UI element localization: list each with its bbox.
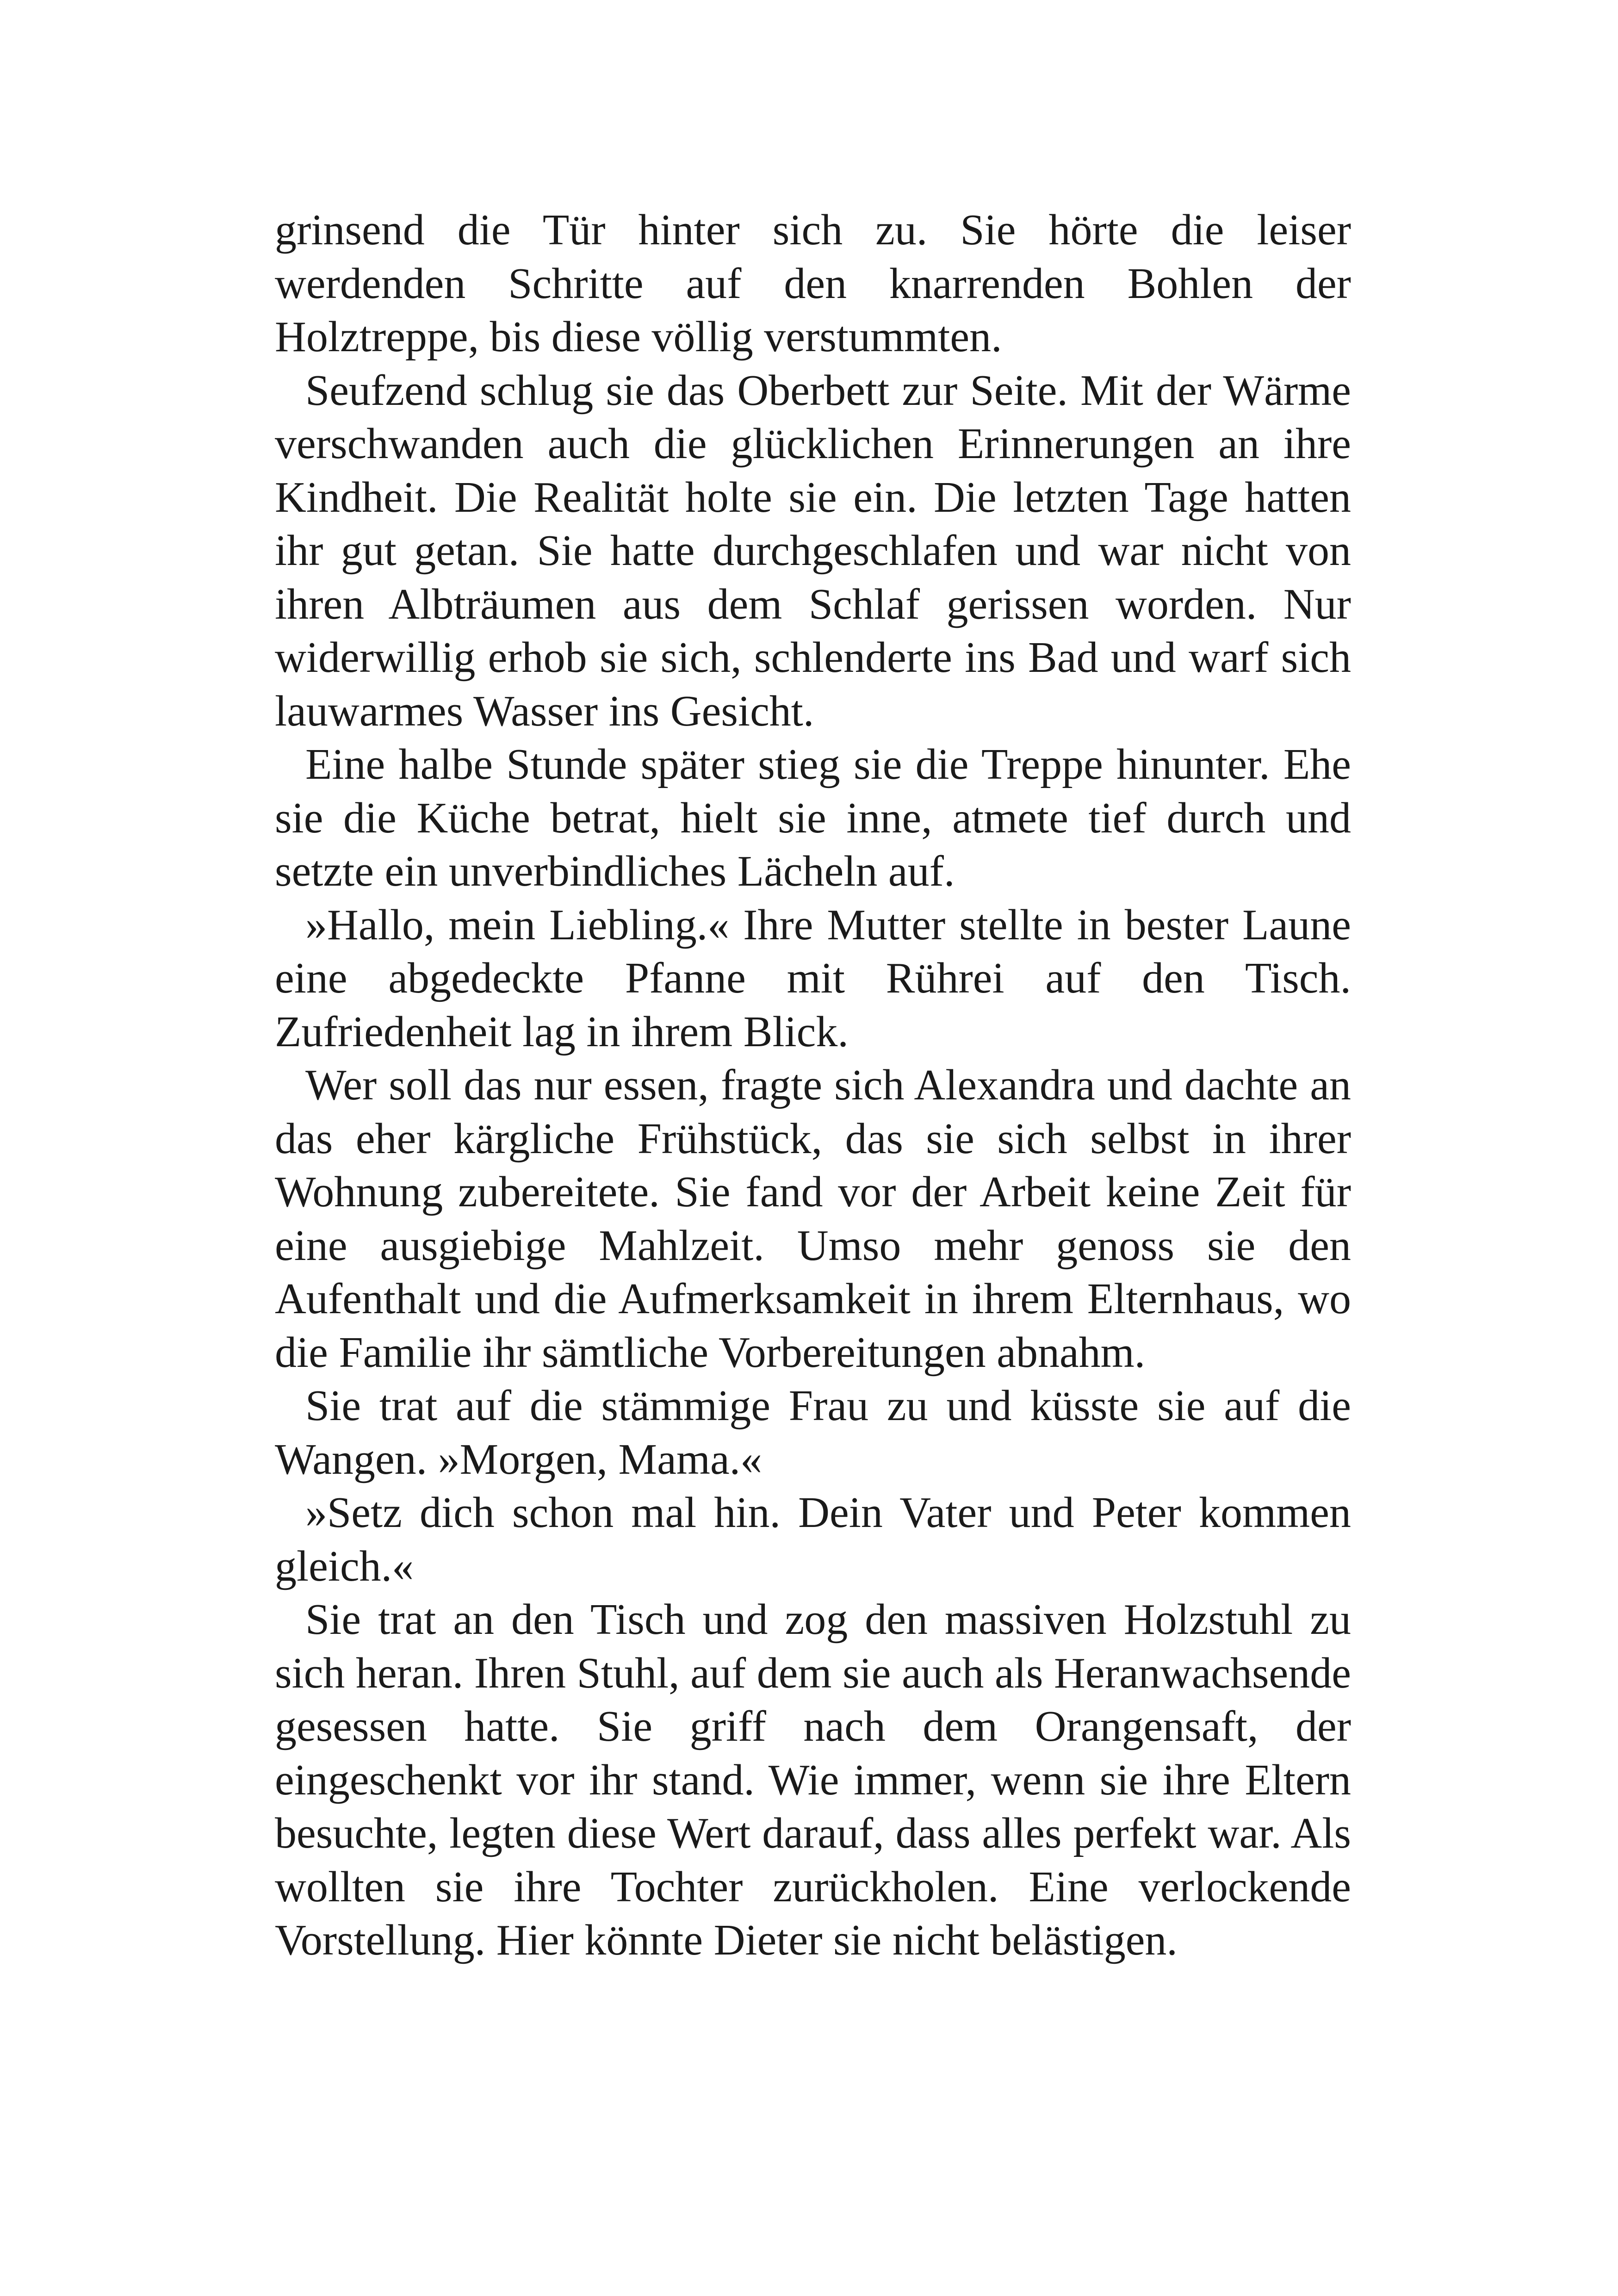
paragraph-4: »Hallo, mein Liebling.« Ihre Mutter stellte in bester Laune eine abgedeckte Pfanne mit Rührei auf den Tisch. Zufriedenheit lag in ihrem Blick. xyxy=(275,900,1351,1056)
paragraph-2: Seufzend schlug sie das Oberbett zur Seite. Mit der Wärme verschwanden auch die glücklichen Erinnerungen an ihre Kindheit. Die Realität holte sie ein. Die letzten Tage hatten ihr gut getan. Sie hatte durchgeschlafen und war nicht von ihren Albträumen aus dem Schlaf gerissen worden. Nur widerwillig erhob sie sich, schlenderte ins Bad und warf sich lauwarmes Wasser ins Gesicht. xyxy=(275,366,1351,735)
body-text xyxy=(275,204,1351,1967)
paragraph-8: Sie trat an den Tisch und zog den massiven Holzstuhl zu sich heran. Ihren Stuhl, auf dem sie auch als Heranwachsende gesessen hatte. Sie griff nach dem Orangensaft, der eingeschenkt vor ihr stand. Wie immer, wenn sie ihre Eltern besuchte, legten diese Wert darauf, dass alles perfekt war. Als wollten sie ihre Tochter zurückholen. Eine verlockende Vorstellung. Hier könnte Dieter sie nicht belästigen. xyxy=(275,1595,1351,1964)
paragraph-6: Sie trat auf die stämmige Frau zu und küsste sie auf die Wangen. »Morgen, Mama.« xyxy=(275,1382,1351,1483)
paragraph-5: Wer soll das nur essen, fragte sich Alexandra und dachte an das eher kärgliche Frühstück, das sie sich selbst in ihrer Wohnung zubereitete. Sie fand vor der Arbeit keine Zeit für eine ausgiebige Mahlzeit. Umso mehr genoss sie den Aufenthalt und die Aufmerksamkeit in ihrem Elternhaus, wo die Familie ihr sämtliche Vorbereitungen abnahm. xyxy=(275,1061,1351,1377)
paragraph-3: Eine halbe Stunde später stieg sie die Treppe hinunter. Ehe sie die Küche betrat, hielt sie inne, atmete tief durch und setzte ein unverbindliches Lächeln auf. xyxy=(275,740,1351,895)
paragraph-1: grinsend die Tür hinter sich zu. Sie hörte die leiser werdenden Schritte auf den knarrenden Bohlen der Holztreppe, bis diese völlig verstummten. xyxy=(275,206,1351,361)
paragraph-7: »Setz dich schon mal hin. Dein Vater und Peter kommen gleich.« xyxy=(275,1489,1351,1590)
